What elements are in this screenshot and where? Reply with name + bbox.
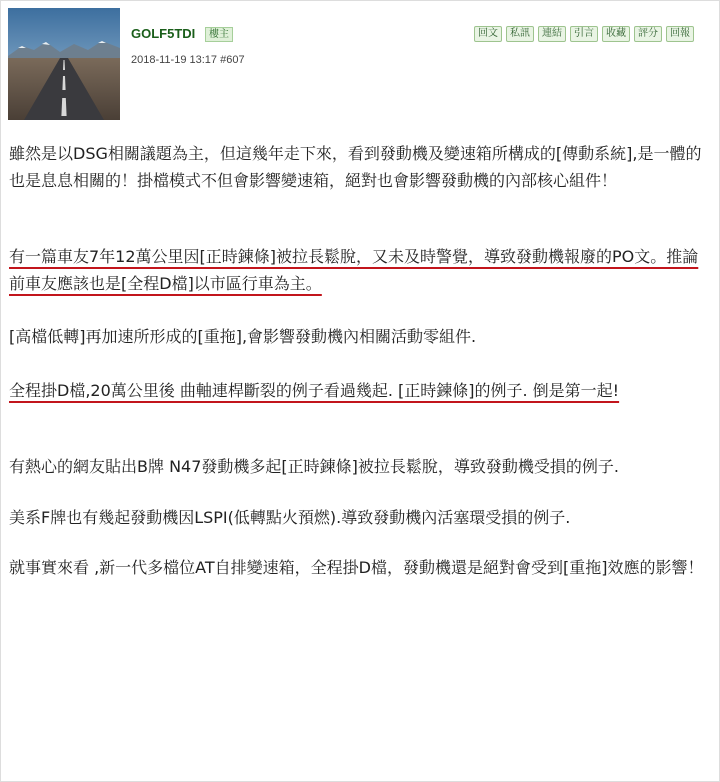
post-meta (131, 54, 245, 66)
post-actions (474, 26, 694, 42)
post-datetime: 2018-11-19 13:17 (131, 54, 218, 66)
link-button[interactable]: 連結 (538, 26, 566, 42)
reply-button[interactable]: 回文 (474, 26, 502, 42)
paragraph-5: 有熱心的網友貼出B牌 N47發動機多起[正時鍊條]被拉長鬆脫，導致發動機受損的例子. (9, 457, 619, 476)
paragraph-6: 美系F牌也有幾起發動機因LSPI(低轉點火預燃).導致發動機內活塞環受損的例子. (9, 507, 571, 527)
avatar[interactable] (8, 8, 120, 120)
paragraph-1: 雖然是以DSG相關議題為主，但這幾年走下來，看到發動機及變速箱所構成的[傳動系統],是一體的也是息息相關的！掛檔模式不但會影響變速箱，絕對也會影響發動機的內部核心組件！ (9, 144, 702, 190)
favorite-button[interactable]: 收藏 (602, 26, 630, 42)
paragraph-7: 就事實來看 ,新一代多檔位AT自排變速箱，全程掛D檔，發動機還是絕對會受到[重拖]效應的影響！ (9, 558, 704, 577)
post-floor[interactable]: #607 (220, 54, 245, 66)
post-content (9, 141, 709, 582)
quote-button[interactable]: 引言 (570, 26, 598, 42)
private-message-button[interactable]: 私訊 (506, 26, 534, 42)
report-button[interactable]: 回報 (666, 26, 694, 42)
username[interactable]: GOLF5TDI (131, 26, 196, 41)
rank-badge: 樓主 (205, 27, 233, 42)
paragraph-4-highlighted: 全程掛D檔,20萬公里後 曲軸連桿斷裂的例子看過幾起. [正時鍊條]的例子. 倒是第一起! (9, 380, 620, 400)
paragraph-3: [高檔低轉]再加速所形成的[重拖],會影響發動機內相關活動零組件. (9, 327, 477, 346)
paragraph-2-highlighted: 有一篇車友7年12萬公里因[正時鍊條]被拉長鬆脫，又未及時警覺，導致發動機報廢的PO文。推論前車友應該也是[全程D檔]以市區行車為主。 (9, 247, 699, 293)
rate-button[interactable]: 評分 (634, 26, 662, 42)
